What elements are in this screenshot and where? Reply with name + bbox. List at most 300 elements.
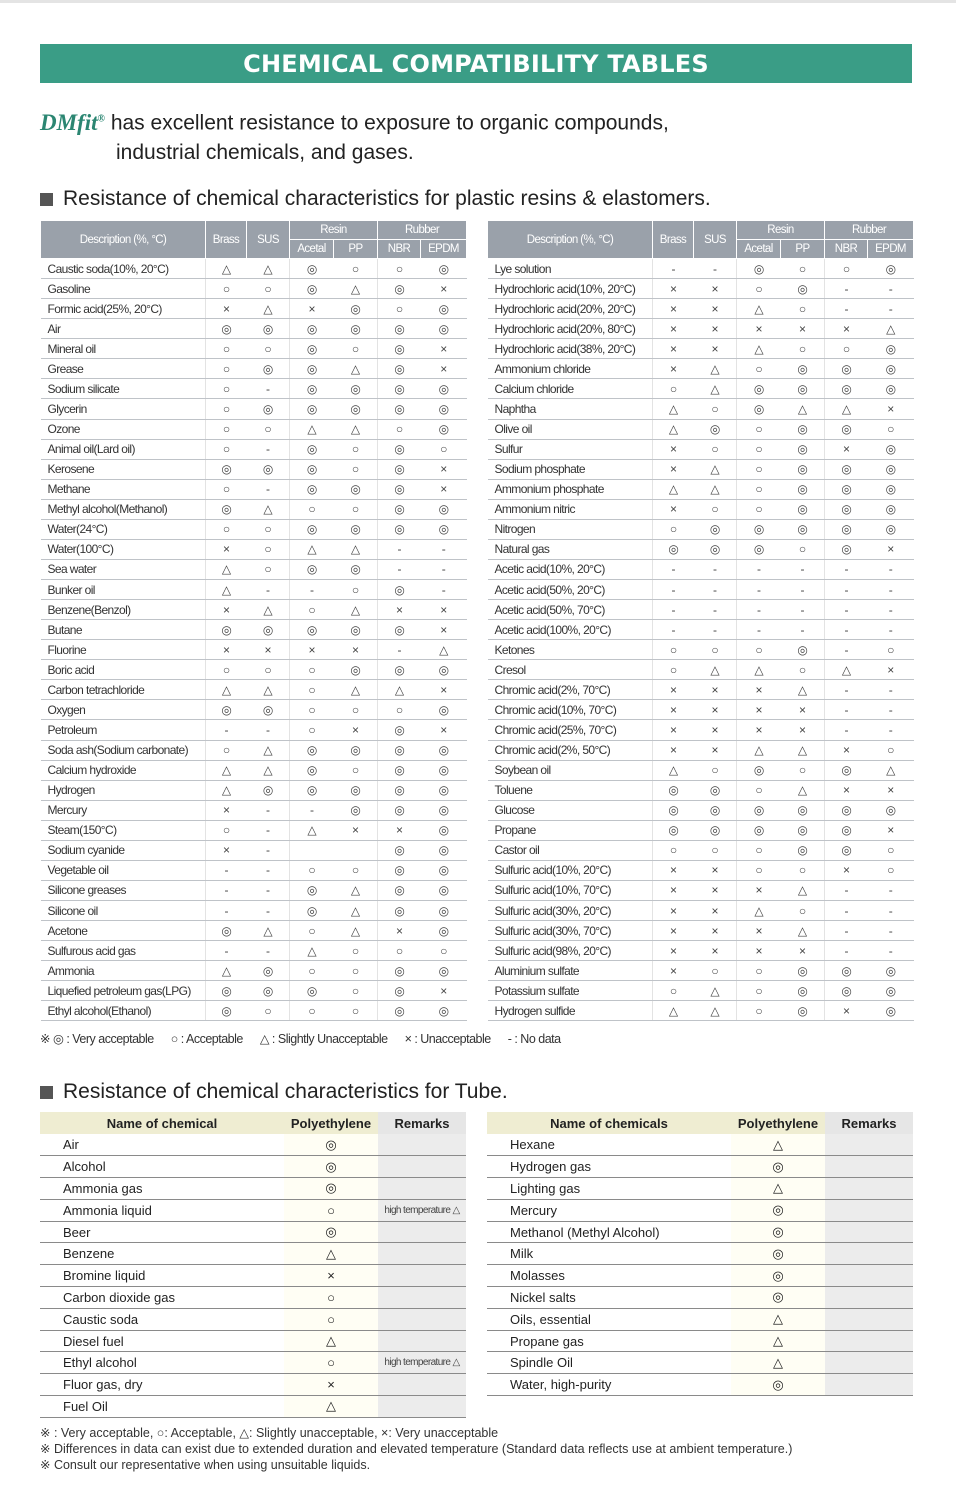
remarks-cell: high temperature △ <box>378 1199 466 1221</box>
rating-cell: ○ <box>334 961 378 981</box>
rating-cell: ○ <box>421 439 467 459</box>
rating-cell: ○ <box>781 299 825 319</box>
header-rubber: Rubber <box>825 221 914 240</box>
rating-cell: ◎ <box>653 820 694 840</box>
tube-header-remarks: Remarks <box>378 1112 466 1134</box>
rating-cell: - <box>653 259 694 279</box>
rating-cell: ◎ <box>378 760 421 780</box>
header-nbr: NBR <box>378 240 421 259</box>
header-resin: Resin <box>737 221 825 240</box>
rating-cell: - <box>737 580 781 600</box>
table-row <box>41 279 467 299</box>
rating-cell: - <box>825 620 868 640</box>
chemical-name: Air <box>40 1134 284 1156</box>
chemical-name: Propane gas <box>487 1330 731 1352</box>
rating-cell: ◎ <box>694 820 737 840</box>
rating-cell: × <box>694 700 737 720</box>
rating-cell: ◎ <box>247 981 290 1001</box>
chemical-name: Diesel fuel <box>40 1330 284 1352</box>
rating-cell: △ <box>334 880 378 900</box>
rating-cell: ○ <box>334 339 378 359</box>
rating-cell: × <box>378 600 421 620</box>
rating-cell: ◎ <box>378 499 421 519</box>
rating-cell: △ <box>737 660 781 680</box>
rating-cell: ◎ <box>781 439 825 459</box>
rating-cell: ◎ <box>290 459 334 479</box>
rating-cell: × <box>653 961 694 981</box>
table-row <box>488 941 914 961</box>
rating-cell: - <box>868 600 914 620</box>
rating-cell: ◎ <box>378 981 421 1001</box>
rating-cell: ◎ <box>421 840 467 860</box>
remarks-cell <box>378 1134 466 1156</box>
polyethylene-rating: ○ <box>284 1352 378 1374</box>
chemical-name: Oils, essential <box>487 1308 731 1330</box>
chemical-name: Glucose <box>488 800 653 820</box>
header-rubber: Rubber <box>378 221 467 240</box>
rating-cell: ○ <box>781 760 825 780</box>
rating-cell: ◎ <box>290 479 334 499</box>
rating-cell: × <box>206 539 247 559</box>
rating-cell: ◎ <box>290 780 334 800</box>
rating-cell: ◎ <box>825 379 868 399</box>
rating-cell: ◎ <box>653 780 694 800</box>
rating-cell: ◎ <box>781 820 825 840</box>
rating-cell: × <box>653 720 694 740</box>
rating-cell: ○ <box>247 419 290 439</box>
rating-cell: × <box>694 880 737 900</box>
chemical-name: Acetic acid(100%, 20°C) <box>488 620 653 640</box>
rating-cell: ◎ <box>290 981 334 1001</box>
table-row <box>41 820 467 840</box>
rating-cell: ◎ <box>247 319 290 339</box>
rating-cell: ○ <box>694 499 737 519</box>
legend-unacceptable: × : Unacceptable <box>404 1032 491 1046</box>
rating-cell: - <box>825 941 868 961</box>
rating-cell: - <box>206 880 247 900</box>
rating-cell: ◎ <box>868 439 914 459</box>
remarks-cell <box>825 1199 913 1221</box>
rating-cell: ○ <box>737 359 781 379</box>
rating-cell: × <box>421 279 467 299</box>
rating-cell: - <box>825 921 868 941</box>
rating-cell: ○ <box>737 981 781 1001</box>
rating-cell: ◎ <box>334 319 378 339</box>
rating-cell: ◎ <box>247 399 290 419</box>
rating-cell: ○ <box>694 760 737 780</box>
rating-cell: - <box>868 680 914 700</box>
rating-cell: ◎ <box>421 740 467 760</box>
table-row <box>487 1330 913 1352</box>
rating-cell: ◎ <box>290 740 334 760</box>
rating-cell: × <box>653 439 694 459</box>
rating-cell: ◎ <box>290 760 334 780</box>
rating-cell: ○ <box>334 941 378 961</box>
section-title-tube: Resistance of chemical characteristics for Tube. <box>40 1080 508 1104</box>
rating-cell: × <box>781 720 825 740</box>
rating-cell: ○ <box>378 259 421 279</box>
rating-cell: ◎ <box>781 359 825 379</box>
rating-cell: △ <box>825 660 868 680</box>
rating-cell: - <box>868 901 914 921</box>
remarks-cell <box>825 1243 913 1265</box>
rating-cell: ○ <box>694 399 737 419</box>
rating-cell: ◎ <box>290 279 334 299</box>
table-row <box>41 299 467 319</box>
rating-cell: ○ <box>206 339 247 359</box>
rating-cell: × <box>737 941 781 961</box>
rating-cell: - <box>247 580 290 600</box>
rating-cell: ◎ <box>334 399 378 419</box>
rating-cell: ○ <box>247 279 290 299</box>
chemical-name: Ammonia gas <box>40 1178 284 1200</box>
rating-cell: ◎ <box>421 700 467 720</box>
rating-cell: ○ <box>206 479 247 499</box>
rating-cell: ◎ <box>421 259 467 279</box>
footnotes <box>40 1425 792 1473</box>
tube-header-name: Name of chemicals <box>487 1112 731 1134</box>
table-row <box>40 1308 466 1330</box>
chemical-name: Natural gas <box>488 539 653 559</box>
rating-cell: - <box>247 379 290 399</box>
rating-cell: △ <box>825 399 868 419</box>
table-row <box>41 981 467 1001</box>
rating-cell: ○ <box>290 680 334 700</box>
rating-cell: △ <box>247 740 290 760</box>
rating-cell: ◎ <box>825 981 868 1001</box>
table-row <box>488 1001 914 1021</box>
rating-cell: - <box>868 700 914 720</box>
rating-cell: ◎ <box>421 399 467 419</box>
rating-cell: - <box>868 941 914 961</box>
rating-cell: - <box>694 620 737 640</box>
rating-cell: ○ <box>206 419 247 439</box>
rating-cell: △ <box>868 319 914 339</box>
rating-cell: × <box>737 720 781 740</box>
rating-cell: ◎ <box>290 319 334 339</box>
section-title-resins: Resistance of chemical characteristics for plastic resins & elastomers. <box>40 187 711 211</box>
compat-table-left <box>40 220 467 1021</box>
table-row <box>41 901 467 921</box>
rating-cell: ◎ <box>737 539 781 559</box>
rating-cell: ◎ <box>421 660 467 680</box>
chemical-name: Nitrogen <box>488 519 653 539</box>
rating-cell: △ <box>781 680 825 700</box>
rating-cell: ○ <box>247 339 290 359</box>
table-row <box>488 640 914 660</box>
rating-cell: ○ <box>737 419 781 439</box>
polyethylene-rating: ◎ <box>731 1265 825 1287</box>
rating-cell: △ <box>694 660 737 680</box>
polyethylene-rating: △ <box>731 1308 825 1330</box>
chemical-name: Propane <box>488 820 653 840</box>
rating-cell: × <box>694 299 737 319</box>
table-row <box>488 961 914 981</box>
table-row <box>488 800 914 820</box>
rating-cell: △ <box>334 901 378 921</box>
rating-cell: × <box>421 720 467 740</box>
rating-cell: ○ <box>737 439 781 459</box>
rating-cell: ○ <box>334 981 378 1001</box>
table-row <box>487 1352 913 1374</box>
rating-cell: ◎ <box>825 419 868 439</box>
rating-cell: △ <box>653 760 694 780</box>
rating-cell: × <box>653 359 694 379</box>
header-pp: PP <box>781 240 825 259</box>
table-row <box>487 1265 913 1287</box>
rating-cell: ◎ <box>378 961 421 981</box>
rating-cell: △ <box>781 780 825 800</box>
remarks-cell <box>825 1156 913 1178</box>
chemical-name: Ammonium nitric <box>488 499 653 519</box>
table-row <box>488 660 914 680</box>
rating-cell: × <box>206 800 247 820</box>
rating-cell: - <box>868 559 914 579</box>
remarks-cell: high temperature △ <box>378 1352 466 1374</box>
rating-cell: - <box>694 259 737 279</box>
rating-cell: - <box>694 559 737 579</box>
table-row <box>40 1156 466 1178</box>
rating-cell: △ <box>247 299 290 319</box>
rating-cell: ○ <box>781 259 825 279</box>
rating-cell: × <box>868 820 914 840</box>
table-row <box>41 379 467 399</box>
rating-cell: ◎ <box>334 299 378 319</box>
rating-cell: ◎ <box>868 499 914 519</box>
rating-cell: △ <box>334 921 378 941</box>
table-row <box>41 459 467 479</box>
chemical-name: Mercury <box>41 800 206 820</box>
remarks-cell <box>378 1243 466 1265</box>
rating-cell: ◎ <box>290 519 334 539</box>
rating-cell: × <box>825 780 868 800</box>
rating-cell: ◎ <box>421 499 467 519</box>
chemical-name: Milk <box>487 1243 731 1265</box>
rating-cell: ◎ <box>781 519 825 539</box>
rating-cell: △ <box>247 760 290 780</box>
rating-cell: ◎ <box>334 379 378 399</box>
rating-cell: ◎ <box>290 880 334 900</box>
rating-cell: - <box>206 860 247 880</box>
header-epdm: EPDM <box>868 240 914 259</box>
rating-cell: △ <box>781 740 825 760</box>
rating-cell: ◎ <box>868 259 914 279</box>
rating-cell: - <box>825 880 868 900</box>
rating-cell: △ <box>290 539 334 559</box>
chemical-name: Steam(150°C) <box>41 820 206 840</box>
table-row <box>41 720 467 740</box>
rating-cell: △ <box>421 640 467 660</box>
rating-cell: - <box>290 580 334 600</box>
table-row <box>41 359 467 379</box>
rating-cell: ◎ <box>247 359 290 379</box>
rating-cell: ○ <box>334 259 378 279</box>
polyethylene-rating: △ <box>284 1330 378 1352</box>
rating-cell: × <box>206 299 247 319</box>
rating-cell: ◎ <box>781 840 825 860</box>
rating-cell: △ <box>653 479 694 499</box>
rating-cell: △ <box>737 299 781 319</box>
table-row <box>40 1178 466 1200</box>
rating-cell: ○ <box>378 700 421 720</box>
chemical-name: Soybean oil <box>488 760 653 780</box>
rating-cell: ◎ <box>334 519 378 539</box>
rating-cell: ◎ <box>290 359 334 379</box>
rating-cell: △ <box>247 680 290 700</box>
rating-cell: ◎ <box>378 379 421 399</box>
rating-cell: × <box>206 600 247 620</box>
rating-cell: ◎ <box>290 559 334 579</box>
tube-table-right <box>487 1112 913 1396</box>
rating-cell: × <box>421 680 467 700</box>
rating-cell: ○ <box>206 740 247 760</box>
rating-cell: ◎ <box>247 961 290 981</box>
header-pp: PP <box>334 240 378 259</box>
chemical-name: Chromic acid(2%, 50°C) <box>488 740 653 760</box>
rating-cell: ◎ <box>378 860 421 880</box>
rating-cell: × <box>737 680 781 700</box>
rating-cell: × <box>421 359 467 379</box>
rating-cell: × <box>421 981 467 1001</box>
rating-cell: ○ <box>247 519 290 539</box>
rating-cell: × <box>868 539 914 559</box>
chemical-name: Sodium silicate <box>41 379 206 399</box>
chemical-name: Caustic soda(10%, 20°C) <box>41 259 206 279</box>
table-row <box>40 1243 466 1265</box>
compat-table-right <box>487 220 914 1021</box>
rating-cell: ◎ <box>378 1001 421 1021</box>
rating-cell: ◎ <box>334 800 378 820</box>
rating-cell: ○ <box>781 860 825 880</box>
rating-cell: - <box>247 720 290 740</box>
chemical-name: Sulfur <box>488 439 653 459</box>
rating-cell: ○ <box>290 961 334 981</box>
rating-cell: ◎ <box>378 479 421 499</box>
rating-cell: - <box>825 559 868 579</box>
rating-cell: × <box>206 640 247 660</box>
rating-cell: ○ <box>825 339 868 359</box>
rating-cell: - <box>868 580 914 600</box>
rating-cell: ◎ <box>421 901 467 921</box>
rating-cell: ◎ <box>378 780 421 800</box>
table-row <box>488 780 914 800</box>
rating-cell: ○ <box>206 359 247 379</box>
rating-cell: × <box>737 921 781 941</box>
rating-cell: ○ <box>694 640 737 660</box>
rating-cell: ◎ <box>334 740 378 760</box>
chemical-name: Sulfuric acid(10%, 70°C) <box>488 880 653 900</box>
chemical-name: Water, high-purity <box>487 1374 731 1396</box>
rating-cell: ◎ <box>421 1001 467 1021</box>
rating-cell: × <box>694 740 737 760</box>
rating-cell: ○ <box>290 860 334 880</box>
chemical-name: Molasses <box>487 1265 731 1287</box>
rating-cell: ◎ <box>653 539 694 559</box>
rating-cell: ○ <box>290 720 334 740</box>
rating-cell: ◎ <box>421 860 467 880</box>
table-row <box>488 499 914 519</box>
chemical-name: Naphtha <box>488 399 653 419</box>
rating-cell: ○ <box>737 860 781 880</box>
rating-cell: ◎ <box>247 780 290 800</box>
chemical-name: Sodium phosphate <box>488 459 653 479</box>
table-row <box>41 499 467 519</box>
rating-cell: - <box>868 720 914 740</box>
rating-cell: ○ <box>206 660 247 680</box>
remarks-cell <box>378 1265 466 1287</box>
rating-cell: - <box>290 800 334 820</box>
chemical-name: Acetone <box>41 921 206 941</box>
table-row <box>487 1178 913 1200</box>
table-row <box>41 740 467 760</box>
rating-cell: ○ <box>247 559 290 579</box>
rating-cell: × <box>825 740 868 760</box>
chemical-name: Hydrochloric acid(38%, 20°C) <box>488 339 653 359</box>
table-row <box>41 840 467 860</box>
table-row <box>41 559 467 579</box>
chemical-name: Animal oil(Lard oil) <box>41 439 206 459</box>
rating-cell: - <box>737 600 781 620</box>
header-epdm: EPDM <box>421 240 467 259</box>
rating-cell: ◎ <box>653 800 694 820</box>
rating-cell: - <box>247 860 290 880</box>
rating-cell: × <box>653 941 694 961</box>
table-row <box>487 1308 913 1330</box>
table-row <box>41 580 467 600</box>
remarks-cell <box>825 1374 913 1396</box>
rating-cell: ○ <box>290 700 334 720</box>
table-row <box>41 961 467 981</box>
tube-header-polyethylene: Polyethylene <box>284 1112 378 1134</box>
table-row <box>488 740 914 760</box>
polyethylene-rating: ◎ <box>284 1221 378 1243</box>
polyethylene-rating: ◎ <box>284 1156 378 1178</box>
polyethylene-rating: ◎ <box>731 1156 825 1178</box>
rating-cell: × <box>694 680 737 700</box>
rating-cell: × <box>653 459 694 479</box>
rating-cell: ◎ <box>781 981 825 1001</box>
rating-cell: ◎ <box>378 319 421 339</box>
chemical-name: Ethyl alcohol(Ethanol) <box>41 1001 206 1021</box>
rating-cell: ○ <box>378 299 421 319</box>
rating-cell: ◎ <box>421 299 467 319</box>
rating-cell: △ <box>653 1001 694 1021</box>
rating-cell: ◎ <box>781 1001 825 1021</box>
rating-cell: × <box>825 1001 868 1021</box>
rating-cell: ○ <box>737 840 781 860</box>
rating-cell: ○ <box>206 519 247 539</box>
rating-cell: ◎ <box>247 620 290 640</box>
table-row <box>41 941 467 961</box>
rating-cell: ○ <box>653 379 694 399</box>
rating-cell: ◎ <box>825 840 868 860</box>
table-row <box>487 1374 913 1396</box>
rating-cell: ◎ <box>781 479 825 499</box>
rating-cell: ◎ <box>290 439 334 459</box>
rating-cell: × <box>206 840 247 860</box>
chemical-name: Sulfuric acid(30%, 70°C) <box>488 921 653 941</box>
table-row <box>488 720 914 740</box>
rating-cell: ◎ <box>781 279 825 299</box>
rating-cell: ◎ <box>868 339 914 359</box>
chemical-name: Hydrogen gas <box>487 1156 731 1178</box>
rating-cell: ○ <box>290 1001 334 1021</box>
rating-cell: ◎ <box>290 901 334 921</box>
polyethylene-rating: △ <box>731 1352 825 1374</box>
rating-cell: ○ <box>781 539 825 559</box>
chemical-name: Hydrochloric acid(20%, 80°C) <box>488 319 653 339</box>
rating-cell: ◎ <box>378 880 421 900</box>
